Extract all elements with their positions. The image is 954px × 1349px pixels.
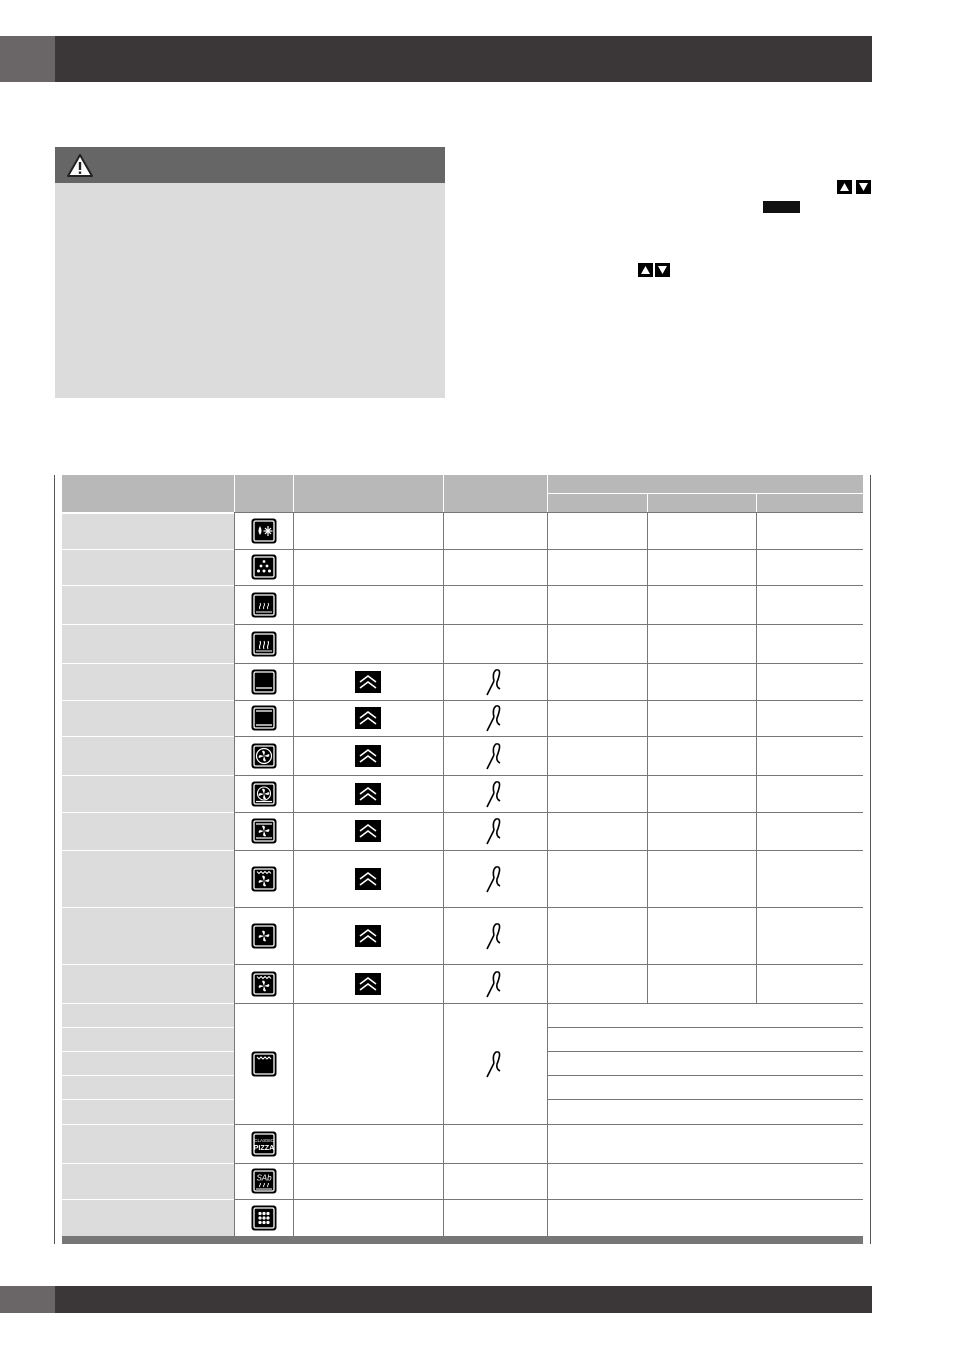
double-chevron-up-icon — [355, 973, 381, 995]
footer-tab — [0, 1286, 55, 1313]
table-column-divider — [234, 512, 235, 1236]
row-name-cell — [62, 851, 234, 907]
row-name-cell — [62, 550, 234, 585]
table-row-divider — [234, 1163, 863, 1164]
table-row-divider — [234, 585, 863, 586]
pizza-icon-text-1: CLASSIC — [253, 1137, 274, 1143]
fan-eco-icon — [251, 923, 277, 949]
arrow-up-icon — [837, 180, 852, 194]
double-chevron-up-icon — [355, 783, 381, 805]
row-name-cell — [62, 1125, 234, 1163]
meat-probe-icon — [484, 969, 506, 999]
black-key-icon — [763, 201, 800, 213]
circular-fan-icon — [251, 743, 277, 769]
steam-high-icon — [251, 631, 277, 657]
warning-header — [55, 147, 445, 183]
fan-top-bottom-icon — [251, 818, 277, 844]
row-name-cell — [62, 1004, 234, 1027]
table-row-divider — [234, 549, 863, 550]
meat-probe-icon — [484, 667, 506, 697]
row-name-cell — [62, 701, 234, 736]
table-row-divider — [234, 663, 863, 664]
table-header-sub-3 — [757, 494, 863, 512]
table-row-divider — [234, 812, 863, 813]
table-row-divider — [234, 624, 863, 625]
table-header-sub-1 — [548, 494, 647, 512]
row-name-cell — [62, 813, 234, 850]
meat-probe-icon — [484, 741, 506, 771]
table-row-divider — [234, 1003, 863, 1004]
meat-probe-icon — [484, 864, 506, 894]
row-name-cell — [62, 965, 234, 1003]
header-tab — [0, 36, 55, 82]
defrost-icon — [251, 518, 277, 544]
table-row-divider — [234, 1124, 863, 1125]
classic-pizza-icon — [251, 1131, 277, 1157]
table-row-divider — [234, 775, 863, 776]
warning-triangle-icon — [66, 153, 94, 178]
row-name-cell — [62, 664, 234, 700]
row-name-cell — [62, 1164, 234, 1199]
arrow-up-icon — [638, 263, 653, 277]
header-band — [0, 36, 872, 82]
table-row-divider — [234, 907, 863, 908]
double-chevron-up-icon — [355, 671, 381, 693]
table-header-probe — [444, 475, 547, 512]
up-down-keys-1 — [837, 180, 871, 194]
row-name-cell — [62, 514, 234, 549]
row-name-cell — [62, 1100, 234, 1124]
table-row-divider — [234, 700, 863, 701]
oven-functions-table — [54, 475, 872, 1244]
steam-low-icon — [251, 592, 277, 618]
row-name-cell — [62, 737, 234, 775]
table-header-name — [62, 475, 234, 512]
row-name-cell — [62, 586, 234, 624]
grill-icon — [251, 1051, 277, 1077]
meat-probe-icon — [484, 921, 506, 951]
table-bottom-bar — [62, 1236, 863, 1244]
double-chevron-up-icon — [355, 707, 381, 729]
top-bottom-heat-icon — [251, 705, 277, 731]
double-chevron-up-icon — [355, 868, 381, 890]
up-down-keys-2 — [638, 263, 670, 277]
row-name-cell — [62, 1052, 234, 1075]
meat-probe-icon — [484, 816, 506, 846]
fan-bottom-heat-icon — [251, 781, 277, 807]
bottom-heat-icon — [251, 669, 277, 695]
fan-grill-icon — [251, 866, 277, 892]
table-row-divider — [234, 512, 863, 513]
dots-grid-icon — [251, 1205, 277, 1231]
steam-drops-icon — [251, 554, 277, 580]
arrow-down-icon — [655, 263, 670, 277]
table-row-divider — [547, 1051, 863, 1052]
meat-probe-icon — [484, 703, 506, 733]
table-row-divider — [234, 1199, 863, 1200]
sabbath-icon-text: SAb — [255, 1173, 272, 1183]
table-column-divider — [443, 512, 444, 1236]
double-chevron-up-icon — [355, 925, 381, 947]
meat-probe-icon — [484, 1049, 506, 1079]
table-row-divider — [234, 964, 863, 965]
table-header-sub-2 — [648, 494, 756, 512]
warning-box — [55, 147, 445, 398]
table-row-divider — [547, 1099, 863, 1100]
row-name-cell — [62, 1200, 234, 1236]
row-name-cell — [62, 776, 234, 812]
table-row-divider — [234, 850, 863, 851]
table-row-divider — [547, 1075, 863, 1076]
arrow-down-icon — [856, 180, 871, 194]
pizza-icon-text-2: PIZZA — [253, 1142, 274, 1152]
row-name-cell — [62, 1076, 234, 1099]
table-header-icon — [235, 475, 293, 512]
row-name-cell — [62, 908, 234, 964]
row-name-cell — [62, 625, 234, 663]
table-header-booster — [294, 475, 443, 512]
row-name-cell — [62, 1028, 234, 1051]
fan-full-grill-icon — [251, 971, 277, 997]
table-column-divider — [293, 512, 294, 1236]
footer-band — [0, 1286, 872, 1313]
double-chevron-up-icon — [355, 820, 381, 842]
double-chevron-up-icon — [355, 745, 381, 767]
table-row-divider — [234, 736, 863, 737]
table-column-divider — [547, 512, 548, 1236]
table-row-divider — [547, 1027, 863, 1028]
meat-probe-icon — [484, 779, 506, 809]
sabbath-steam-icon — [251, 1168, 277, 1194]
table-header-group — [548, 475, 863, 493]
